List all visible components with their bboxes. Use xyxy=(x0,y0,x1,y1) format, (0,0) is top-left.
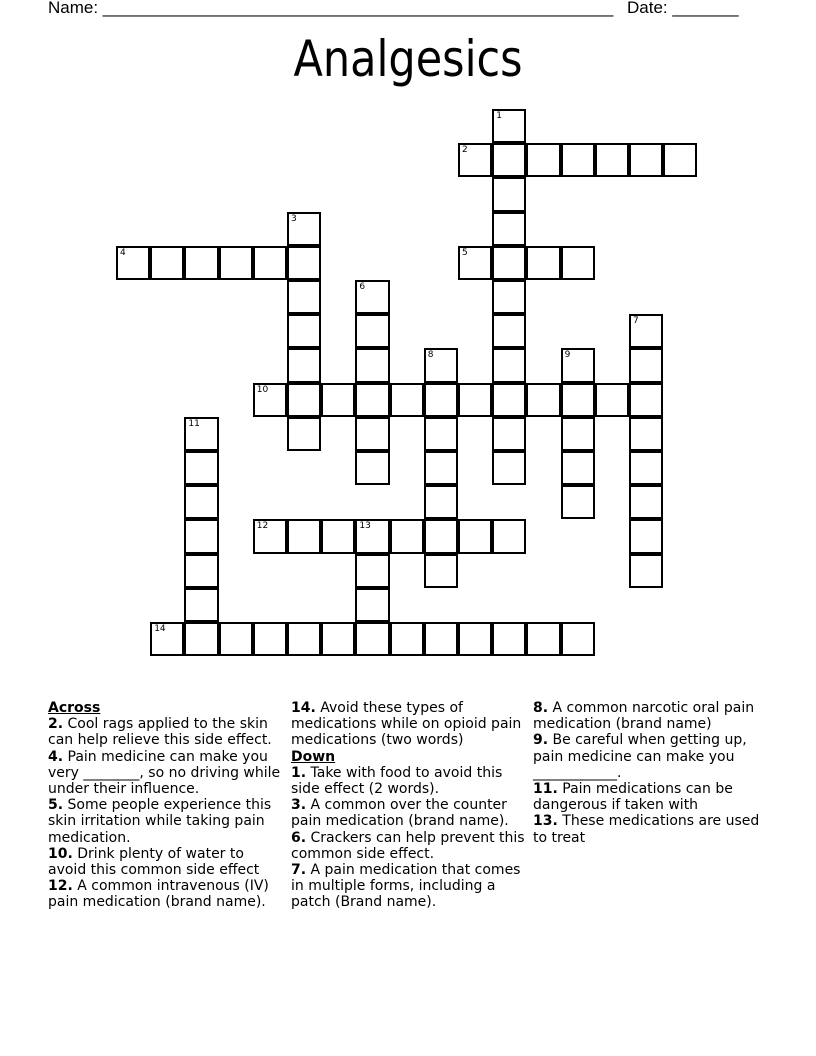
grid-cell[interactable] xyxy=(287,212,321,246)
clue-across-10 xyxy=(48,846,284,878)
grid-cell[interactable] xyxy=(561,417,595,451)
grid-cell[interactable] xyxy=(629,485,663,519)
grid-cell[interactable] xyxy=(184,451,218,485)
grid-cell[interactable] xyxy=(629,314,663,348)
clue-text: Pain medications can be dangerous if taken with xyxy=(533,781,733,814)
grid-cell[interactable] xyxy=(355,383,389,417)
clue-text: Crackers can help prevent this common side effect. xyxy=(291,829,525,862)
grid-cell[interactable] xyxy=(116,246,150,280)
grid-cell[interactable] xyxy=(355,519,389,553)
grid-cell[interactable] xyxy=(595,143,629,177)
grid-cell[interactable] xyxy=(424,383,458,417)
clue-number: 9. xyxy=(533,732,549,749)
down-heading: Down xyxy=(291,748,336,765)
clue-text: Pain medicine can make you very ________, so no driving while under their influence. xyxy=(48,748,281,798)
clue-number: 7. xyxy=(291,862,307,879)
grid-cell[interactable] xyxy=(561,622,595,656)
grid-cell[interactable] xyxy=(287,383,321,417)
clue-text: Take with food to avoid this side effect (2 words). xyxy=(291,764,503,798)
grid-cell[interactable] xyxy=(390,622,424,656)
cell-number: 7 xyxy=(633,316,639,327)
grid-cell[interactable] xyxy=(458,519,492,553)
grid-cell[interactable] xyxy=(184,246,218,280)
grid-cell[interactable] xyxy=(355,280,389,314)
clue-number: 2. xyxy=(48,716,64,733)
grid-cell[interactable] xyxy=(287,348,321,382)
grid-cell[interactable] xyxy=(253,622,287,656)
grid-cell[interactable] xyxy=(184,417,218,451)
grid-cell[interactable] xyxy=(561,383,595,417)
grid-cell[interactable] xyxy=(492,519,526,553)
grid-cell[interactable] xyxy=(526,246,560,280)
clue-number: 6. xyxy=(291,829,307,846)
date-field-label: Date: _______ xyxy=(627,0,739,17)
clue-number: 14. xyxy=(291,700,316,716)
grid-cell[interactable] xyxy=(492,451,526,485)
grid-cell[interactable] xyxy=(526,622,560,656)
grid-cell[interactable] xyxy=(629,451,663,485)
grid-cell[interactable] xyxy=(287,280,321,314)
grid-cell[interactable] xyxy=(355,451,389,485)
grid-cell[interactable] xyxy=(629,348,663,382)
grid-cell[interactable] xyxy=(492,280,526,314)
clue-number: 13. xyxy=(533,813,558,830)
grid-cell[interactable] xyxy=(561,143,595,177)
cell-number: 10 xyxy=(256,384,269,395)
grid-cell[interactable] xyxy=(595,383,629,417)
name-field-label: Name: ______________________________________________________ xyxy=(48,0,614,17)
grid-cell[interactable] xyxy=(253,519,287,553)
grid-cell[interactable] xyxy=(219,622,253,656)
clue-text: Cool rags applied to the skin can help relieve this side effect. xyxy=(48,716,272,749)
across-heading: Across xyxy=(48,700,101,716)
grid-cell[interactable] xyxy=(561,348,595,382)
clue-down-1 xyxy=(291,765,527,797)
grid-cell[interactable] xyxy=(492,212,526,246)
cell-number: 8 xyxy=(427,350,434,361)
clue-across-5 xyxy=(48,797,284,846)
grid-cell[interactable] xyxy=(424,554,458,588)
grid-cell[interactable] xyxy=(150,246,184,280)
grid-cell[interactable] xyxy=(492,109,526,143)
grid-cell[interactable] xyxy=(184,554,218,588)
clue-across-14 xyxy=(291,700,527,749)
cell-number: 6 xyxy=(359,282,366,292)
grid-cell[interactable] xyxy=(424,451,458,485)
clue-text: Drink plenty of water to avoid this common side effect xyxy=(48,845,260,879)
grid-cell[interactable] xyxy=(629,383,663,417)
cell-number: 11 xyxy=(188,418,200,429)
clue-down-9 xyxy=(533,732,773,781)
clues-column-2 xyxy=(291,700,527,911)
grid-cell[interactable] xyxy=(526,143,560,177)
grid-cell[interactable] xyxy=(390,383,424,417)
clue-text: Be careful when getting up, pain medicine can make you ____________. xyxy=(533,732,747,781)
clue-number: 1. xyxy=(291,764,307,781)
grid-cell[interactable] xyxy=(492,383,526,417)
clue-across-2 xyxy=(48,716,284,748)
clue-down-7 xyxy=(291,862,527,911)
grid-cell[interactable] xyxy=(561,246,595,280)
cell-number: 9 xyxy=(564,350,571,361)
cell-number: 3 xyxy=(291,213,297,224)
grid-cell[interactable] xyxy=(492,622,526,656)
grid-cell[interactable] xyxy=(355,348,389,382)
grid-cell[interactable] xyxy=(390,519,424,553)
clues-column-1 xyxy=(48,700,284,911)
cell-number: 14 xyxy=(154,624,166,634)
grid-cell[interactable] xyxy=(492,143,526,177)
grid-cell[interactable] xyxy=(184,622,218,656)
clue-down-11 xyxy=(533,781,773,813)
clue-down-13 xyxy=(533,813,773,845)
clue-text: These medications are used to treat xyxy=(533,813,760,846)
grid-cell[interactable] xyxy=(629,143,663,177)
grid-cell[interactable] xyxy=(253,383,287,417)
grid-cell[interactable] xyxy=(287,622,321,656)
grid-cell[interactable] xyxy=(492,314,526,348)
grid-cell[interactable] xyxy=(424,417,458,451)
cell-number: 2 xyxy=(462,145,468,156)
grid-cell[interactable] xyxy=(150,622,184,656)
grid-cell[interactable] xyxy=(458,622,492,656)
grid-cell[interactable] xyxy=(492,177,526,211)
page-title: Analgesics xyxy=(293,30,523,88)
grid-cell[interactable] xyxy=(561,485,595,519)
grid-cell[interactable] xyxy=(287,519,321,553)
clue-number: 5. xyxy=(48,797,64,814)
cell-number: 5 xyxy=(462,247,468,258)
clue-down-6 xyxy=(291,830,527,862)
clues-column-3 xyxy=(533,700,773,846)
grid-cell[interactable] xyxy=(424,348,458,382)
grid-cell[interactable] xyxy=(424,622,458,656)
clue-across-12 xyxy=(48,878,284,910)
grid-cell[interactable] xyxy=(629,417,663,451)
clue-number: 4. xyxy=(48,748,64,765)
grid-cell[interactable] xyxy=(458,383,492,417)
grid-cell[interactable] xyxy=(492,417,526,451)
grid-cell[interactable] xyxy=(287,246,321,280)
clue-text: A common over the counter pain medication (brand name). xyxy=(291,797,509,830)
grid-cell[interactable] xyxy=(253,246,287,280)
clue-text: Avoid these types of medications while on opioid pain medications (two words) xyxy=(291,700,522,749)
grid-cell[interactable] xyxy=(629,554,663,588)
clue-number: 3. xyxy=(291,797,307,814)
grid-cell[interactable] xyxy=(424,485,458,519)
grid-cell[interactable] xyxy=(526,383,560,417)
grid-cell[interactable] xyxy=(492,348,526,382)
grid-cell[interactable] xyxy=(184,519,218,553)
grid-cell[interactable] xyxy=(321,383,355,417)
clue-number: 10. xyxy=(48,845,73,862)
clue-down-3 xyxy=(291,797,527,829)
grid-cell[interactable] xyxy=(287,417,321,451)
clue-number: 11. xyxy=(533,781,558,798)
grid-cell[interactable] xyxy=(355,417,389,451)
grid-cell[interactable] xyxy=(321,519,355,553)
grid-cell[interactable] xyxy=(663,143,697,177)
grid-cell[interactable] xyxy=(287,314,321,348)
clue-number: 8. xyxy=(533,700,549,716)
clue-number: 12. xyxy=(48,878,73,895)
grid-cell[interactable] xyxy=(184,588,218,622)
grid-cell[interactable] xyxy=(184,485,218,519)
clue-text: A pain medication that comes in multiple forms, including a patch (Brand name). xyxy=(291,862,521,911)
grid-cell[interactable] xyxy=(219,246,253,280)
grid-cell[interactable] xyxy=(561,451,595,485)
clue-text: A common intravenous (IV) pain medication (brand name). xyxy=(48,878,269,911)
grid-cell[interactable] xyxy=(355,314,389,348)
grid-cell[interactable] xyxy=(458,143,492,177)
grid-cell[interactable] xyxy=(424,519,458,553)
grid-cell[interactable] xyxy=(355,622,389,656)
cell-number: 4 xyxy=(120,247,126,258)
grid-cell[interactable] xyxy=(458,246,492,280)
grid-cell[interactable] xyxy=(355,554,389,588)
grid-cell[interactable] xyxy=(355,588,389,622)
grid-cell[interactable] xyxy=(492,246,526,280)
clue-down-8 xyxy=(533,700,773,732)
grid-cell[interactable] xyxy=(321,622,355,656)
cell-number: 13 xyxy=(359,521,371,532)
cell-number: 12 xyxy=(256,521,269,532)
clue-across-4 xyxy=(48,749,284,798)
clue-text: A common narcotic oral pain medication (brand name) xyxy=(533,700,755,733)
grid-cell[interactable] xyxy=(629,519,663,553)
clue-text: Some people experience this skin irritation while taking pain medication. xyxy=(48,797,272,846)
cell-number: 1 xyxy=(496,111,502,121)
